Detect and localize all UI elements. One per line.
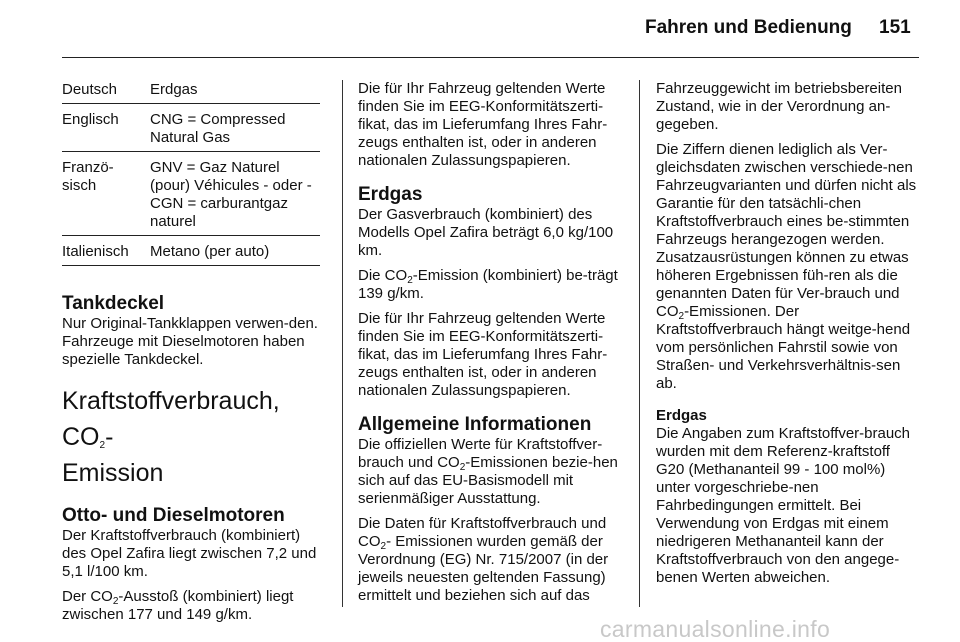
paragraph-consumption: Der Kraftstoffverbrauch (kombiniert) des Opel Zafira liegt zwischen 7,2 und 5,1 l/100 km. [62,527,317,580]
section-heading-erdgas-small: Erdgas [656,407,707,424]
paragraph-vehicle-weight: Fahrzeuggewicht im betriebsbereiten Zustand, wie in der Verordnung an-gegeben. [656,80,902,133]
paragraph-values-certificate-2: Die für Ihr Fahrzeug geltenden Werte finden Sie im EEG-Konformitätszerti-fikat, das im Lieferumfang Ihres Fahr-zeugs enthalten ist, oder in anderen nationalen Zulassungspapieren. [358,310,608,399]
column-3-text [656,80,922,594]
table-cell-term: Erdgas [150,81,198,98]
header-divider [62,57,919,58]
paragraph-co2-emission: Die $CO_2$-Emission (kombiniert) be-trägt 139 g/km. [358,267,618,302]
column-divider-1 [342,80,343,607]
paragraph-co2-output: Der $CO_2$-Ausstoß (kombiniert) liegt zwischen 177 und 149 g/km. [62,588,294,623]
column-divider-2 [639,80,640,607]
table-cell-term: Metano (per auto) [150,243,270,260]
table-row [62,236,320,266]
page-number: 151 [879,17,911,38]
paragraph-gas-consumption: Der Gasverbrauch (kombiniert) des Modells Opel Zafira beträgt 6,0 kg/100 km. [358,206,614,259]
table-cell-term: CNG = Compressed Natural Gas [150,111,286,146]
column-2-text [358,80,624,612]
table-row [62,152,320,236]
table-cell-language: Franzö- sisch [62,159,114,194]
fuel-name-table [62,78,320,266]
section-heading-allgemeine-informationen: Allgemeine Informationen [358,414,592,435]
main-heading: Kraftstoffverbrauch, $CO_2-$ Emission [62,387,280,487]
paragraph-values-certificate: Die für Ihr Fahrzeug geltenden Werte finden Sie im EEG-Konformitätszerti-fikat, das im Lieferumfang Ihres Fahr-zeugs enthalten ist, oder in anderen nationalen Zulassungspapieren. [358,80,608,169]
section-heading-erdgas: Erdgas [358,184,423,205]
paragraph-data-regulation: Die Daten für Kraftstoffverbrauch und $CO_2-$ Emissionen wurden gemäß der Verordnung (EG) Nr. 715/2007 (in der jeweils neuesten geltenden Fassung) ermittelt und beziehen sich auf das [358,515,609,604]
paragraph-comparison-data: Die Ziffern dienen lediglich als Ver-gleichsdaten zwischen verschiede-nen Fahrzeugvarianten und dürfen nicht als Garantie für den tatsächli-chen Kraftstoffverbrauch eines be-stimmten Fahrzeugs herangezogen werden. Zusatzausrüstungen können zu etwas höheren Ergebnissen füh-ren als die genannten Daten für Ver-brauch und $CO_2$-Emissionen. Der Kraftstoffverbrauch hängt weitge-hend vom persönlichen Fahrstil sowie von Straßen- und Verkehrsverhältnis-sen ab. [656,141,917,392]
column-1-text [62,293,324,631]
watermark-logo: carmanualsonline.info [600,616,831,642]
table-cell-language: Italienisch [62,243,129,260]
table-row [62,78,320,104]
table-cell-language: Englisch [62,111,119,128]
table-cell-language: Deutsch [62,81,118,98]
page-header-title: Fahren und Bedienung [645,17,852,38]
paragraph-reference-fuel: Die Angaben zum Kraftstoffver-brauch wurden mit dem Referenz-kraftstoff G20 (Methananteil 99 - 100 mol%) unter vorgeschriebe-nen Fahrbedingungen ermittelt. Bei Verwendung von Erdgas mit einem niedrigeren Methananteil kann der Kraftstoffverbrauch von den angege-benen Werten abweichen. [656,425,911,586]
section-heading-otto-diesel: Otto- und Dieselmotoren [62,505,285,526]
paragraph-tankdeckel: Nur Original-Tankklappen verwen-den. Fahrzeuge mit Dieselmotoren haben spezielle Tankdeckel. [62,315,318,368]
paragraph-official-values: Die offiziellen Werte für Kraftstoffver-brauch und $CO_2$-Emissionen bezie-hen sich auf das EU-Basismodell mit serienmäßiger Ausstattung. [358,436,618,507]
table-cell-term: GNV = Gaz Naturel (pour) Véhicules - oder - CGN = carburantgaz naturel [150,159,312,230]
table-row [62,104,320,152]
section-heading-tankdeckel: Tankdeckel [62,293,165,314]
